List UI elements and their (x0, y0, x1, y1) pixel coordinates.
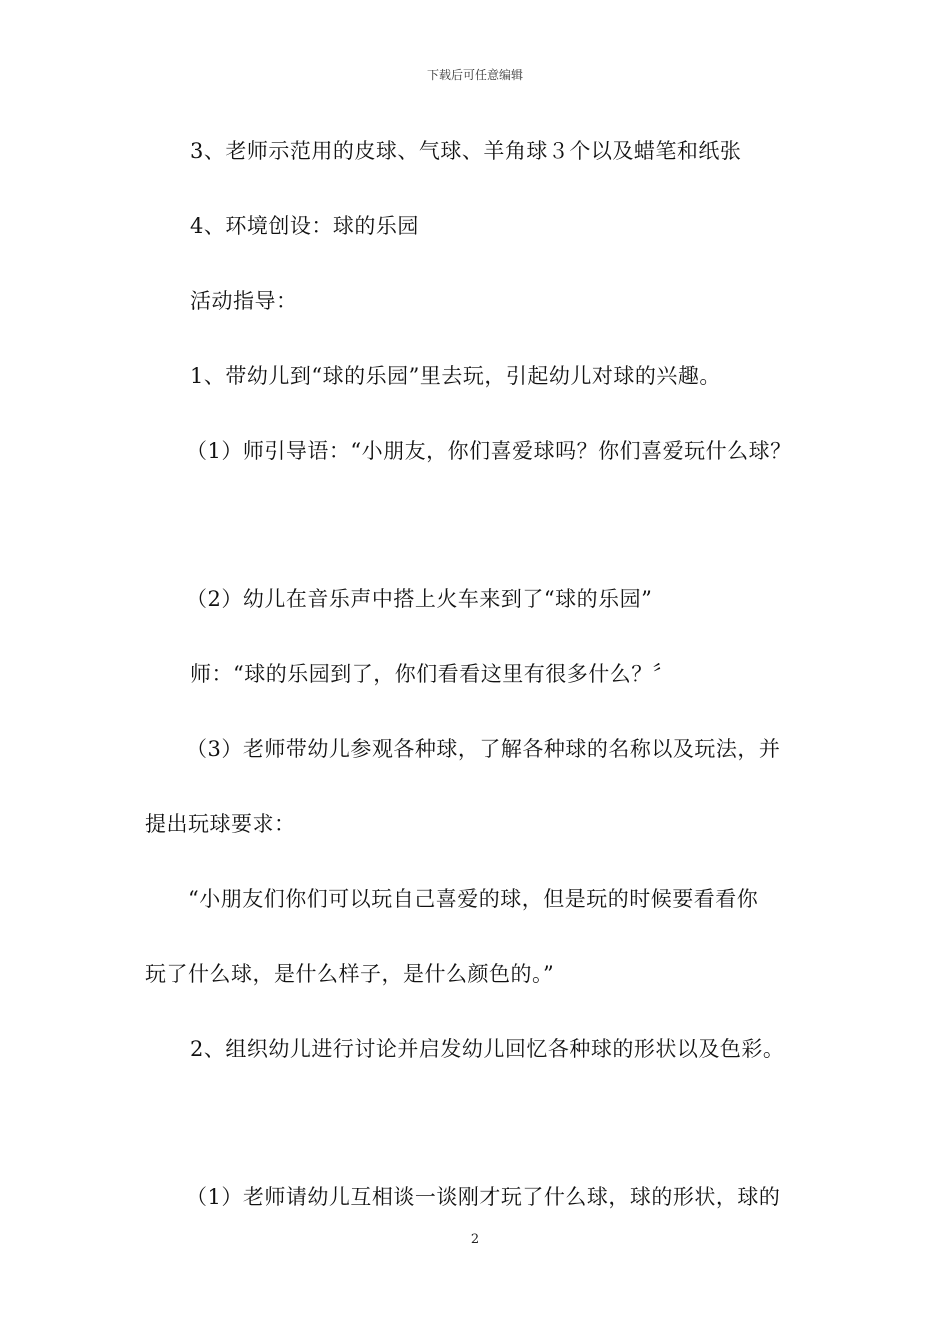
paragraph-line: 师：“球的乐园到了，你们看看这里有很多什么？〞 (190, 662, 675, 686)
paragraph-line: 4、环境创设：球的乐园 (190, 214, 419, 238)
paragraph-line: 2、组织幼儿进行讨论并启发幼儿回忆各种球的形状以及色彩。 (190, 1037, 785, 1061)
page-header: 下载后可任意编辑 (426, 68, 523, 82)
paragraph-line: （3）老师带幼儿参观各种球，了解各种球的名称以及玩法，并 (186, 737, 781, 761)
paragraph-line: “小朋友们你们可以玩自己喜爱的球，但是玩的时候要看看你 (188, 887, 759, 911)
paragraph-line: （1）师引导语：“小朋友，你们喜爱球吗？你们喜爱玩什么球？ (186, 439, 792, 463)
paragraph-line: 3、老师示范用的皮球、气球、羊角球３个以及蜡笔和纸张 (190, 139, 742, 163)
paragraph-line: 活动指导： (190, 289, 298, 313)
page-number: 2 (470, 1232, 480, 1247)
paragraph-line: 1、带幼儿到“球的乐园”里去玩，引起幼儿对球的兴趣。 (190, 364, 721, 388)
paragraph-line: 提出玩球要求： (145, 812, 296, 836)
paragraph-line: 玩了什么球，是什么样子，是什么颜色的。” (145, 962, 555, 986)
paragraph-line: （2）幼儿在音乐声中搭上火车来到了“球的乐园” (186, 587, 653, 611)
paragraph-line: （1）老师请幼儿互相谈一谈刚才玩了什么球，球的形状，球的 (186, 1185, 781, 1209)
